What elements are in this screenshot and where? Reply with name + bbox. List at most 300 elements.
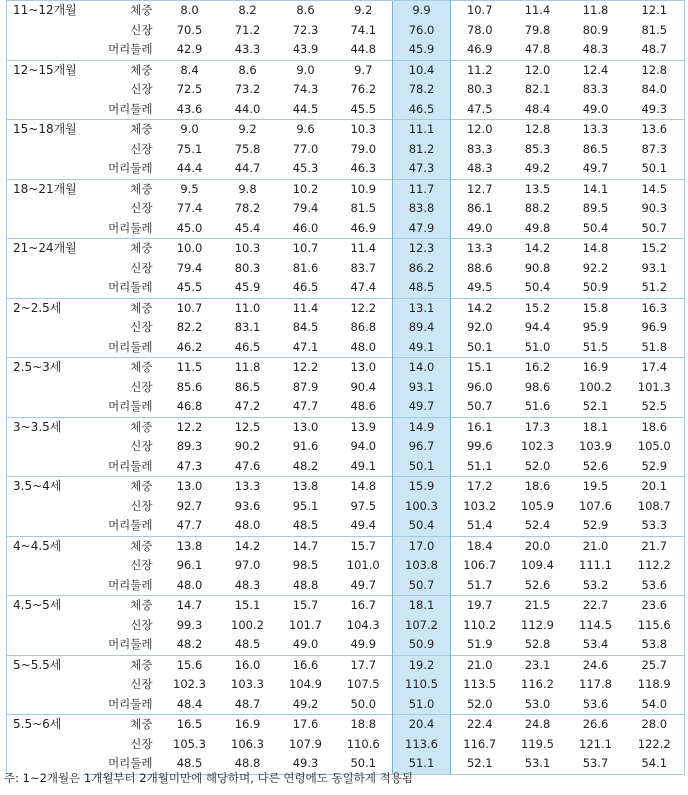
value-cell: 50.0	[350, 696, 377, 711]
value-cell: 8.6	[277, 1, 335, 21]
value-cell: 14.8	[567, 239, 625, 259]
value-cell: 46.5	[393, 100, 451, 120]
value-cell: 9.8	[219, 179, 277, 199]
value-cell: 97.0	[234, 558, 261, 572]
measure-label: 신장	[130, 558, 153, 572]
value-cell: 48.5	[393, 278, 451, 298]
value-cell: 92.0	[466, 320, 493, 334]
value-cell: 53.3	[625, 516, 685, 536]
measure-label: 체중	[83, 536, 161, 556]
value-cell: 116.7	[463, 736, 497, 751]
value-cell: 14.1	[567, 179, 625, 199]
value-cell: 51.0	[524, 339, 551, 354]
value-cell: 49.2	[292, 696, 319, 711]
value-cell: 53.8	[625, 635, 685, 655]
value-cell: 14.7	[277, 536, 335, 556]
value-cell: 96.1	[176, 558, 203, 572]
value-cell: 15.2	[509, 298, 567, 318]
age-group-label: 2~2.5세	[7, 298, 83, 358]
table-row	[7, 417, 685, 437]
measure-label: 신장	[130, 617, 153, 632]
value-cell: 52.6	[524, 577, 551, 592]
value-cell: 47.2	[234, 399, 261, 413]
value-cell: 91.6	[292, 439, 319, 453]
value-cell: 13.3	[219, 477, 277, 497]
value-cell: 49.1	[393, 338, 451, 358]
value-cell: 13.8	[277, 477, 335, 497]
measure-label: 체중	[83, 239, 161, 259]
value-cell: 16.6	[277, 655, 335, 675]
value-cell: 49.8	[524, 220, 551, 235]
table-row	[7, 457, 685, 477]
table-row	[7, 298, 685, 318]
value-cell: 53.2	[582, 577, 609, 592]
value-cell: 12.2	[161, 417, 219, 437]
value-cell: 14.0	[393, 358, 451, 378]
value-cell: 45.5	[350, 101, 377, 116]
value-cell: 83.3	[582, 82, 609, 96]
value-cell: 47.8	[524, 42, 551, 56]
measure-label: 머리둘레	[108, 518, 153, 532]
value-cell: 49.0	[292, 637, 319, 651]
value-cell: 21.7	[625, 536, 685, 556]
table-row	[7, 21, 685, 41]
value-cell: 49.3	[277, 754, 335, 774]
value-cell: 50.9	[582, 280, 609, 294]
value-cell: 16.9	[567, 358, 625, 378]
table-row	[7, 695, 685, 715]
value-cell: 99.6	[466, 439, 493, 453]
value-cell: 79.0	[350, 141, 377, 156]
value-cell: 50.9	[393, 635, 451, 655]
value-cell: 100.2	[579, 379, 612, 394]
value-cell: 13.8	[161, 536, 219, 556]
value-cell: 17.2	[451, 477, 509, 497]
value-cell: 11.4	[335, 239, 393, 259]
value-cell: 47.7	[176, 518, 203, 532]
value-cell: 48.0	[234, 518, 261, 532]
value-cell: 84.0	[625, 80, 685, 100]
value-cell: 10.7	[277, 239, 335, 259]
value-cell: 52.8	[524, 637, 551, 651]
value-cell: 51.0	[393, 695, 451, 715]
value-cell: 9.2	[219, 120, 277, 140]
value-cell: 43.6	[176, 101, 203, 116]
value-cell: 53.6	[582, 696, 609, 711]
value-cell: 90.8	[524, 260, 551, 275]
value-cell: 105.3	[173, 736, 206, 751]
value-cell: 16.5	[161, 715, 219, 735]
value-cell: 48.3	[582, 42, 609, 56]
value-cell: 47.1	[292, 339, 319, 354]
value-cell: 11.7	[393, 179, 451, 199]
value-cell: 48.8	[219, 754, 277, 774]
value-cell: 17.0	[393, 536, 451, 556]
value-cell: 18.8	[335, 715, 393, 735]
table-row	[7, 497, 685, 517]
value-cell: 48.7	[234, 696, 261, 711]
table-row	[7, 477, 685, 497]
value-cell: 103.2	[463, 498, 497, 513]
value-cell: 103.8	[393, 556, 451, 576]
table-body	[7, 1, 685, 775]
value-cell: 18.6	[625, 417, 685, 437]
measure-label: 머리둘레	[108, 637, 153, 651]
value-cell: 46.9	[350, 220, 377, 235]
measure-label: 머리둘레	[108, 280, 153, 294]
value-cell: 71.2	[234, 22, 261, 37]
value-cell: 20.4	[393, 715, 451, 735]
value-cell: 45.5	[176, 280, 203, 294]
value-cell: 83.3	[466, 141, 493, 156]
table-row	[7, 239, 685, 259]
table-row	[7, 318, 685, 338]
value-cell: 14.7	[161, 596, 219, 616]
table-row	[7, 576, 685, 596]
value-cell: 86.5	[582, 141, 609, 156]
measure-label: 체중	[83, 417, 161, 437]
value-cell: 79.4	[292, 201, 319, 215]
value-cell: 48.2	[176, 637, 203, 651]
table-row	[7, 219, 685, 239]
value-cell: 12.1	[625, 1, 685, 21]
table-row	[7, 675, 685, 695]
value-cell: 50.1	[625, 159, 685, 179]
value-cell: 22.7	[567, 596, 625, 616]
value-cell: 111.1	[579, 558, 612, 572]
table-row	[7, 437, 685, 457]
value-cell: 12.2	[277, 358, 335, 378]
value-cell: 47.7	[292, 399, 319, 413]
value-cell: 19.2	[393, 655, 451, 675]
value-cell: 14.2	[509, 239, 567, 259]
value-cell: 51.1	[466, 458, 493, 473]
value-cell: 87.3	[625, 140, 685, 160]
value-cell: 11.4	[509, 1, 567, 21]
value-cell: 104.9	[289, 677, 322, 691]
value-cell: 50.7	[393, 576, 451, 596]
value-cell: 10.7	[161, 298, 219, 318]
value-cell: 93.1	[393, 378, 451, 398]
value-cell: 113.5	[463, 677, 497, 691]
value-cell: 15.9	[393, 477, 451, 497]
value-cell: 94.0	[350, 439, 377, 453]
value-cell: 115.6	[625, 616, 685, 636]
value-cell: 108.7	[625, 497, 685, 517]
value-cell: 45.9	[393, 40, 451, 60]
value-cell: 52.4	[524, 518, 551, 532]
value-cell: 121.1	[579, 736, 612, 751]
value-cell: 49.2	[524, 161, 551, 175]
measure-label: 신장	[130, 82, 153, 96]
value-cell: 51.4	[466, 518, 493, 532]
value-cell: 87.9	[292, 379, 319, 394]
value-cell: 102.3	[173, 677, 206, 691]
value-cell: 21.5	[509, 596, 567, 616]
table-row	[7, 655, 685, 675]
value-cell: 99.3	[176, 617, 203, 632]
value-cell: 51.9	[466, 637, 493, 651]
measure-label: 신장	[130, 379, 153, 394]
value-cell: 52.0	[466, 696, 493, 711]
value-cell: 86.5	[234, 379, 261, 394]
table-row	[7, 259, 685, 279]
value-cell: 46.8	[176, 399, 203, 413]
table-row	[7, 278, 685, 298]
value-cell: 90.2	[234, 439, 261, 453]
value-cell: 92.2	[582, 260, 609, 275]
value-cell: 9.5	[161, 179, 219, 199]
value-cell: 105.9	[521, 498, 554, 513]
value-cell: 23.6	[625, 596, 685, 616]
value-cell: 102.3	[521, 439, 554, 453]
value-cell: 81.5	[625, 21, 685, 41]
value-cell: 45.4	[234, 220, 261, 235]
measure-label: 신장	[130, 498, 153, 513]
value-cell: 76.2	[350, 82, 377, 96]
value-cell: 45.0	[176, 220, 203, 235]
value-cell: 44.4	[176, 161, 203, 175]
value-cell: 23.1	[509, 655, 567, 675]
value-cell: 106.3	[231, 736, 264, 751]
value-cell: 98.6	[524, 379, 551, 394]
value-cell: 46.5	[234, 339, 261, 354]
measure-label: 머리둘레	[108, 696, 153, 711]
value-cell: 49.0	[582, 101, 609, 116]
age-group-label: 3.5~4세	[7, 477, 83, 537]
value-cell: 49.1	[350, 458, 377, 473]
value-cell: 18.1	[567, 417, 625, 437]
value-cell: 93.6	[234, 498, 261, 513]
value-cell: 92.7	[176, 498, 203, 513]
value-cell: 8.6	[219, 60, 277, 80]
measure-label: 머리둘레	[83, 754, 161, 774]
table-row	[7, 100, 685, 120]
value-cell: 47.4	[350, 280, 377, 294]
value-cell: 13.0	[335, 358, 393, 378]
value-cell: 11.8	[219, 358, 277, 378]
footnote: 주: 1~2개월은 1개월부터 2개월미만에 해당하며, 다른 연령에도 동일하게 적용됨	[4, 771, 413, 785]
value-cell: 10.3	[335, 120, 393, 140]
measure-label: 체중	[83, 120, 161, 140]
value-cell: 10.2	[277, 179, 335, 199]
value-cell: 10.7	[451, 1, 509, 21]
value-cell: 14.2	[451, 298, 509, 318]
value-cell: 96.9	[625, 318, 685, 338]
value-cell: 110.6	[346, 736, 380, 751]
value-cell: 95.9	[582, 320, 609, 334]
value-cell: 46.2	[176, 339, 203, 354]
value-cell: 11.1	[393, 120, 451, 140]
value-cell: 79.8	[524, 22, 551, 37]
value-cell: 53.4	[582, 637, 609, 651]
age-group-label: 4.5~5세	[7, 596, 83, 656]
value-cell: 82.1	[524, 82, 551, 96]
value-cell: 96.7	[393, 437, 451, 457]
value-cell: 82.2	[176, 320, 203, 334]
value-cell: 49.7	[350, 577, 377, 592]
measure-label: 머리둘레	[108, 101, 153, 116]
value-cell: 48.3	[466, 161, 493, 175]
value-cell: 122.2	[625, 735, 685, 755]
value-cell: 13.3	[567, 120, 625, 140]
value-cell: 15.2	[625, 239, 685, 259]
value-cell: 50.4	[393, 516, 451, 536]
value-cell: 51.5	[582, 339, 609, 354]
value-cell: 100.2	[231, 617, 264, 632]
value-cell: 13.0	[161, 477, 219, 497]
table-row	[7, 397, 685, 417]
table-row	[7, 40, 685, 60]
value-cell: 44.7	[234, 161, 261, 175]
value-cell: 48.2	[292, 458, 319, 473]
value-cell: 103.3	[231, 677, 264, 691]
value-cell: 44.5	[292, 101, 319, 116]
value-cell: 98.5	[292, 558, 319, 572]
value-cell: 50.7	[466, 399, 493, 413]
measure-label: 신장	[130, 439, 153, 453]
value-cell: 24.6	[567, 655, 625, 675]
value-cell: 15.1	[219, 596, 277, 616]
value-cell: 54.1	[625, 754, 685, 774]
measure-label: 신장	[130, 677, 153, 691]
value-cell: 89.5	[582, 201, 609, 215]
measure-label: 신장	[130, 201, 153, 215]
value-cell: 86.1	[466, 201, 493, 215]
value-cell: 78.2	[393, 80, 451, 100]
age-group-label: 2.5~3세	[7, 358, 83, 418]
measure-label: 체중	[83, 477, 161, 497]
value-cell: 86.8	[350, 320, 377, 334]
value-cell: 20.0	[509, 536, 567, 556]
measure-label: 머리둘레	[108, 220, 153, 235]
measure-label: 머리둘레	[108, 399, 153, 413]
value-cell: 46.9	[466, 42, 493, 56]
value-cell: 116.2	[521, 677, 554, 691]
table-row	[7, 338, 685, 358]
value-cell: 48.7	[625, 40, 685, 60]
value-cell: 8.2	[219, 1, 277, 21]
table-row	[7, 179, 685, 199]
value-cell: 16.0	[219, 655, 277, 675]
value-cell: 15.8	[567, 298, 625, 318]
value-cell: 50.1	[335, 754, 393, 774]
value-cell: 48.0	[350, 339, 377, 354]
value-cell: 80.3	[234, 260, 261, 275]
value-cell: 112.9	[521, 617, 554, 632]
table-row	[7, 140, 685, 160]
value-cell: 45.9	[234, 280, 261, 294]
value-cell: 14.2	[219, 536, 277, 556]
age-group-label: 15~18개월	[7, 120, 83, 180]
value-cell: 84.5	[292, 320, 319, 334]
value-cell: 14.8	[335, 477, 393, 497]
value-cell: 85.3	[524, 141, 551, 156]
value-cell: 17.7	[335, 655, 393, 675]
table-row	[7, 159, 685, 179]
value-cell: 24.8	[509, 715, 567, 735]
measure-label: 신장	[130, 320, 153, 334]
age-group-label: 21~24개월	[7, 239, 83, 299]
value-cell: 72.3	[292, 22, 319, 37]
growth-percentile-table	[6, 0, 685, 775]
value-cell: 52.9	[582, 518, 609, 532]
value-cell: 15.7	[335, 536, 393, 556]
value-cell: 18.6	[509, 477, 567, 497]
table-row	[7, 596, 685, 616]
measure-label: 머리둘레	[108, 577, 153, 592]
value-cell: 94.4	[524, 320, 551, 334]
value-cell: 11.0	[219, 298, 277, 318]
value-cell: 9.6	[277, 120, 335, 140]
value-cell: 51.6	[524, 399, 551, 413]
value-cell: 83.8	[393, 199, 451, 219]
value-cell: 12.2	[335, 298, 393, 318]
value-cell: 48.5	[292, 518, 319, 532]
value-cell: 101.3	[625, 378, 685, 398]
measure-label: 체중	[83, 60, 161, 80]
measure-label: 신장	[130, 22, 153, 37]
value-cell: 74.3	[292, 82, 319, 96]
value-cell: 19.7	[451, 596, 509, 616]
value-cell: 72.5	[176, 82, 203, 96]
value-cell: 54.0	[625, 695, 685, 715]
value-cell: 11.2	[451, 60, 509, 80]
value-cell: 119.5	[521, 736, 554, 751]
value-cell: 17.4	[625, 358, 685, 378]
value-cell: 14.5	[625, 179, 685, 199]
value-cell: 77.0	[292, 141, 319, 156]
value-cell: 47.5	[466, 101, 493, 116]
value-cell: 114.5	[579, 617, 612, 632]
value-cell: 112.2	[625, 556, 685, 576]
value-cell: 48.4	[176, 696, 203, 711]
measure-label: 신장	[130, 736, 153, 751]
table-row	[7, 536, 685, 556]
value-cell: 75.8	[234, 141, 261, 156]
value-cell: 46.0	[292, 220, 319, 235]
value-cell: 15.1	[451, 358, 509, 378]
value-cell: 52.9	[625, 457, 685, 477]
value-cell: 110.2	[463, 617, 497, 632]
value-cell: 113.6	[393, 735, 451, 755]
value-cell: 22.4	[451, 715, 509, 735]
value-cell: 49.7	[582, 161, 609, 175]
value-cell: 73.2	[234, 82, 261, 96]
value-cell: 13.5	[509, 179, 567, 199]
value-cell: 52.0	[524, 458, 551, 473]
value-cell: 80.9	[582, 22, 609, 37]
value-cell: 8.0	[161, 1, 219, 21]
value-cell: 49.4	[350, 518, 377, 532]
value-cell: 105.0	[625, 437, 685, 457]
table-row	[7, 199, 685, 219]
measure-label: 신장	[130, 141, 153, 156]
value-cell: 53.0	[524, 696, 551, 711]
table-row	[7, 715, 685, 735]
measure-label: 체중	[83, 715, 161, 735]
age-group-label: 18~21개월	[7, 179, 83, 239]
table-row	[7, 635, 685, 655]
value-cell: 11.5	[161, 358, 219, 378]
age-group-label: 11~12개월	[7, 1, 83, 61]
value-cell: 70.5	[176, 22, 203, 37]
value-cell: 51.1	[393, 754, 451, 774]
value-cell: 107.5	[346, 677, 380, 691]
value-cell: 85.6	[176, 379, 203, 394]
value-cell: 15.6	[161, 655, 219, 675]
value-cell: 9.0	[161, 120, 219, 140]
